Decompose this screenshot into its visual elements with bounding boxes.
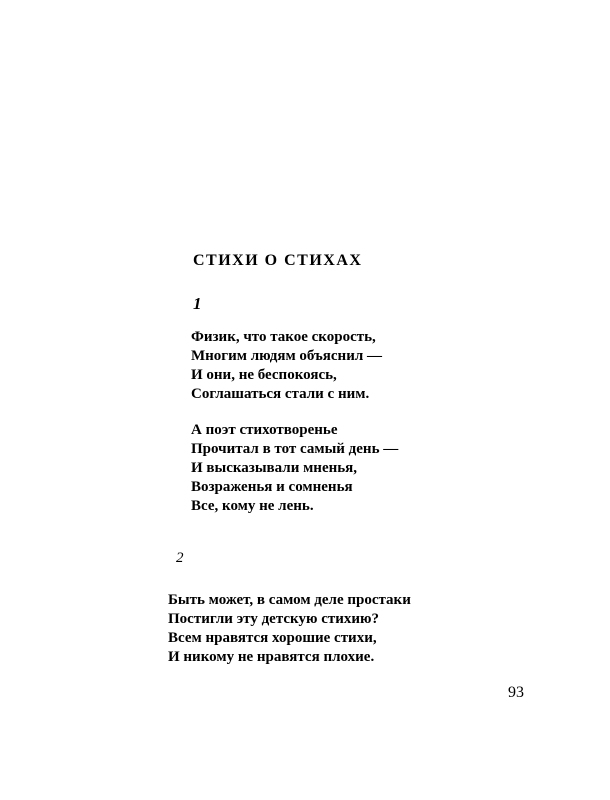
poem-line: Всем нравятся хорошие стихи, (168, 630, 377, 646)
poem-line: Все, кому не лень. (191, 498, 314, 514)
poem-line: Соглашаться стали с ним. (191, 386, 370, 402)
stanza (168, 591, 411, 667)
section-number: 2 (176, 550, 184, 566)
poem-line: Постигли эту детскую стихию? (168, 611, 379, 627)
poem-line: Многим людям объяснил — (191, 348, 383, 364)
poem-line: И никому не нравятся плохие. (168, 649, 375, 665)
poem-line: Прочитал в тот самый день — (191, 441, 399, 457)
poem-line: И высказывали мненья, (191, 460, 358, 476)
poem-line: А поэт стихотворенье (191, 422, 338, 438)
poem-line: Физик, что такое скорость, (191, 329, 376, 345)
stanza (191, 421, 398, 516)
poem-line: Быть может, в самом деле простаки (168, 592, 411, 608)
poem-line: Возраженья и сомненья (191, 479, 353, 495)
stanza (191, 328, 382, 404)
page-number: 93 (508, 684, 524, 701)
poem-line: И они, не беспокоясь, (191, 367, 337, 383)
poem-title: СТИХИ О СТИХАХ (193, 252, 363, 269)
section-number: 1 (193, 294, 202, 313)
